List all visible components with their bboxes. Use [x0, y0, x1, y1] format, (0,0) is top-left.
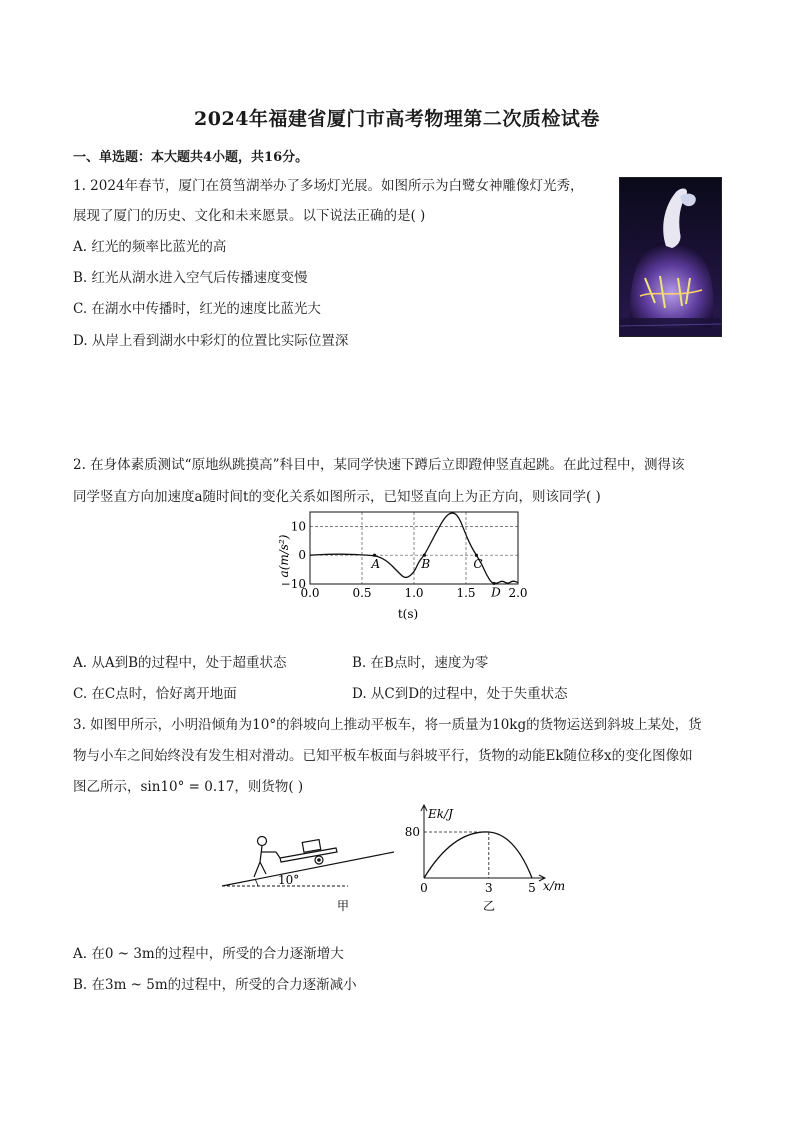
incline-angle-label: 10°: [278, 873, 300, 887]
chart1-xtick-label: 0.0: [300, 586, 320, 600]
chart1-annotations: [370, 554, 501, 600]
q3-stem-line3: 图乙所示，sin10° = 0.17，则货物( ): [73, 779, 304, 795]
q1-option-b: B. 红光从湖水进入空气后传播速度变慢: [73, 270, 308, 286]
chart1-xtick-label: 2.0: [508, 586, 528, 600]
q2-option-a: A. 从A到B的过程中，处于超重状态: [73, 655, 287, 671]
angle-arc: [255, 879, 258, 886]
q2-stem-line2: 同学竖直方向加速度a随时间t的变化关系如图所示，已知竖直向上为正方向，则该同学( ): [73, 489, 601, 505]
chart1-grid: [310, 512, 518, 584]
chart1-xtick-label: 1.0: [404, 586, 424, 600]
kinetic-energy-chart: [400, 800, 580, 915]
chart2-guide-lines: [424, 832, 489, 878]
chart2-xtick-label: 5: [528, 881, 536, 895]
q3-stem-line2: 物与小车之间始终没有发生相对滑动。已知平板车板面与斜坡平行，货物的动能Ek随位移x的变化图像如: [73, 748, 693, 764]
q3-option-a: A. 在0 ~ 3m的过程中，所受的合力逐渐增大: [73, 946, 344, 962]
incline-cart-figure: [218, 830, 398, 915]
chart2-xtick-label: 3: [484, 881, 493, 895]
person-pushing-icon: [254, 837, 276, 878]
q3-stem-line1: 3. 如图甲所示，小明沿倾角为10°的斜坡向上推动平板车，将一质量为10kg的货物运送到斜坡上某处，货: [73, 717, 702, 733]
chart1-label-A: A: [371, 557, 381, 572]
figure-yi-label: 乙: [482, 899, 496, 913]
chart1-ytick-label: −10: [280, 577, 306, 591]
chart1-ytick-label: 10: [290, 519, 306, 534]
chart2-xlabel: x/m: [543, 879, 566, 893]
chart1-ytick-label: 0: [298, 548, 306, 563]
chart1-label-B: B: [421, 557, 431, 572]
q2-option-c: C. 在C点时，恰好离开地面: [73, 686, 237, 702]
chart1-xtick-label: 1.5: [456, 586, 476, 600]
chart2-xtick-label: 0: [420, 881, 428, 895]
acceleration-time-chart: [270, 508, 530, 624]
egret-statue-photo: [619, 177, 722, 337]
figure-jia-label: 甲: [336, 899, 350, 913]
chart2-ytick-label: 80: [404, 825, 420, 839]
chart1-xlabel: t(s): [397, 607, 419, 621]
q2-stem-line1: 2. 在身体素质测试“原地纵跳摸高”科目中，某同学快速下蹲后立即蹬伸竖直起跳。在此过程中，测得该: [73, 457, 685, 473]
chart1-xtick-label: 0.5: [352, 586, 372, 600]
q2-option-d: D. 从C到D的过程中，处于失重状态: [352, 686, 568, 702]
chart2-ylabel: Ek/J: [428, 807, 453, 821]
q1-stem-line2: 展现了厦门的历史、文化和未来愿景。以下说法正确的是( ): [73, 208, 426, 224]
chart1-label-D: D: [491, 585, 501, 600]
section-header: 一、单选题：本大题共4小题，共16分。: [73, 150, 309, 165]
page-title: 2024年福建省厦门市高考物理第二次质检试卷: [194, 108, 600, 130]
chart1-label-C: C: [473, 557, 483, 572]
q1-option-a: A. 红光的频率比蓝光的高: [73, 239, 227, 255]
q1-option-d: D. 从岸上看到湖水中彩灯的位置比实际位置深: [73, 333, 349, 349]
cart-with-cargo-icon: [276, 840, 337, 864]
chart1-ylabel: a(m/s²): [277, 534, 291, 578]
q1-option-c: C. 在湖水中传播时，红光的速度比蓝光大: [73, 301, 321, 317]
q2-option-b: B. 在B点时，速度为零: [352, 655, 489, 671]
chart2-series-line: [424, 832, 532, 878]
q3-option-b: B. 在3m ~ 5m的过程中，所受的合力逐渐减小: [73, 977, 357, 993]
q1-stem-line1: 1. 2024年春节，厦门在筼筜湖举办了多场灯光展。如图所示为白鹭女神雕像灯光秀，: [73, 178, 584, 194]
